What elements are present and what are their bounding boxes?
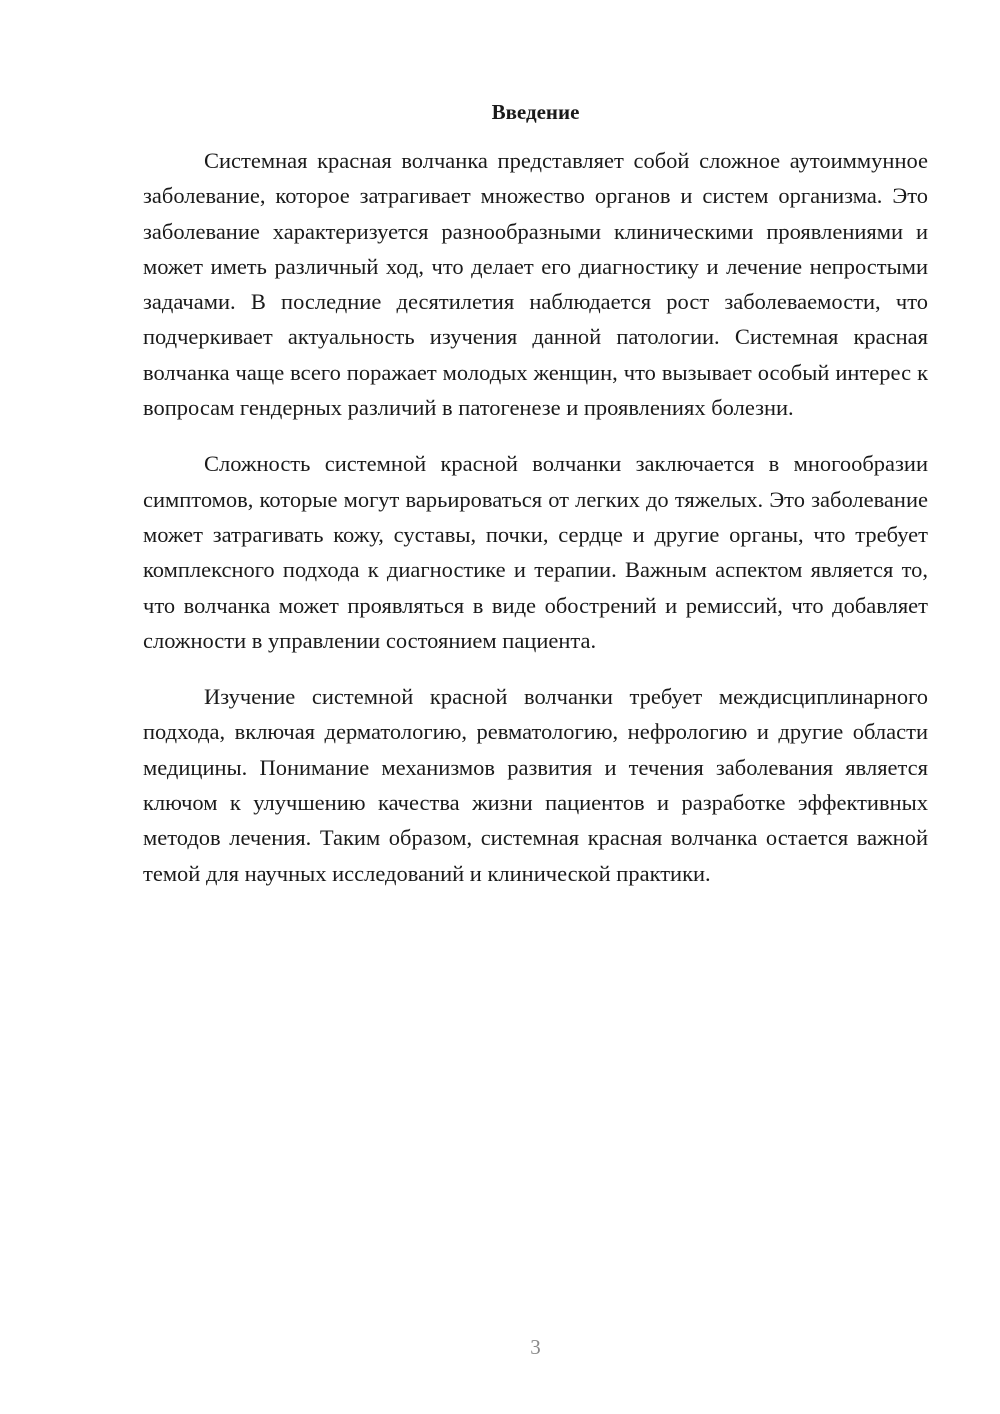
body-text xyxy=(143,143,928,912)
paragraph-2: Сложность системной красной волчанки заключается в многообразии симптомов, которые могут варьироваться от легких до тяжелых. Это заболевание может затрагивать кожу, суставы, почки, сердце и другие органы, что требует комплексного подхода к диагностике и терапии. Важным аспектом является то, что волчанка может проявляться в виде обострений и ремиссий, что добавляет сложности в управлении состоянием пациента. xyxy=(143,451,928,653)
section-title: Введение xyxy=(491,100,580,124)
paragraph-3: Изучение системной красной волчанки требует междисциплинарного подхода, включая дерматологию, ревматологию, нефрологию и другие области медицины. Понимание механизмов развития и течения заболевания является ключом к улучшению качества жизни пациентов и разработке эффективных методов лечения. Таким образом, системная красная волчанка остается важной темой для научных исследований и клинической практики. xyxy=(143,684,928,886)
document-page xyxy=(143,0,928,1414)
page-number: 3 xyxy=(530,1335,541,1359)
paragraph-1: Системная красная волчанка представляет собой сложное аутоиммунное заболевание, которое затрагивает множество органов и систем организма. Это заболевание характеризуется разнообразными клиническими проявлениями и может иметь различный ход, что делает его диагностику и лечение непростыми задачами. В последние десятилетия наблюдается рост заболеваемости, что подчеркивает актуальность изучения данной патологии. Системная красная волчанка чаще всего поражает молодых женщин, что вызывает особый интерес к вопросам гендерных различий в патогенезе и проявлениях болезни. xyxy=(143,148,928,421)
